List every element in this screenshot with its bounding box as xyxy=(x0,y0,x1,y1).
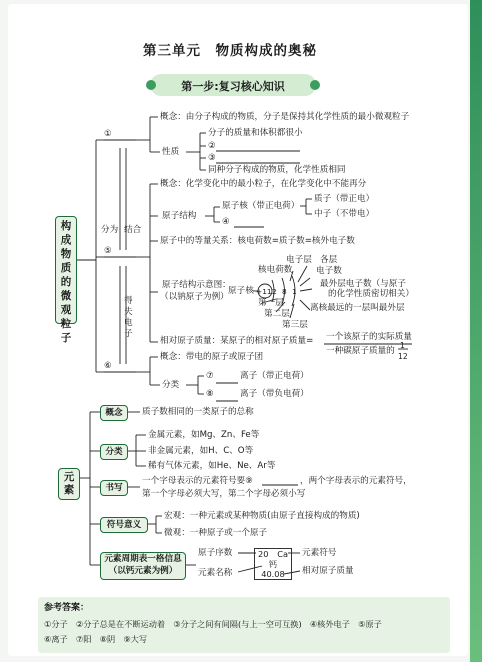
element-writing-label: 书写 xyxy=(100,480,128,496)
calcium-mass: 40.08 xyxy=(261,569,285,579)
fraction-denominator: 一种碳原子质量的 xyxy=(326,346,395,356)
page-title: 第三单元 物质构成的奥秘 xyxy=(143,43,317,59)
molecule-property-label: 性质 xyxy=(162,147,180,157)
element-concept: 质子数相同的一类原子的总称 xyxy=(142,407,254,417)
micro-particles-box: 构成物质的微观粒子 xyxy=(55,216,77,324)
cation-label: 离子（带正电荷） xyxy=(240,371,309,381)
molecule-concept: 概念：由分子构成的物质，分子是保持其化学性质的最小微观粒子 xyxy=(160,112,410,122)
calcium-name: 钙 xyxy=(268,559,278,569)
element-symbol-label: 元素符号 xyxy=(302,548,337,558)
shell-2-electrons: 8 xyxy=(282,287,287,296)
atom-structure-label: 原子结构 xyxy=(162,211,197,221)
metal-element: 金属元素，如Mg、Zn、Fe等 xyxy=(148,430,260,440)
element-class-label: 分类 xyxy=(100,444,128,460)
atom-diagram-label: 原子结构示意图： xyxy=(162,280,231,290)
layer-2-label: 第二层 xyxy=(264,309,290,319)
answers-title: 参考答案： xyxy=(44,603,90,613)
molecule-property-2: ② xyxy=(208,141,216,151)
calcium-cell xyxy=(254,548,292,580)
step-title: 第一步:复习核心知识 xyxy=(181,80,285,93)
ion-concept: 概念：带电的原子或原子团 xyxy=(160,352,264,362)
molecule-property-1: 分子的质量和体积都很小 xyxy=(208,128,303,138)
shell-1-electrons: 2 xyxy=(272,287,277,296)
ion-class-label: 分类 xyxy=(162,380,180,390)
proton-label: 质子（带正电） xyxy=(314,194,375,204)
writing-rule-1b: ，两个字母表示的元素符号， xyxy=(300,476,412,486)
answers-line-2: ⑥离子 ⑦阳 ⑧阴 ⑨大写 xyxy=(44,634,148,644)
nucleus-core-label: 原子核 xyxy=(228,286,254,296)
micro-meaning: 微观：一种原子或一个原子 xyxy=(164,528,268,538)
symbol-meaning-label: 符号意义 xyxy=(100,517,148,533)
node-7: ⑦ xyxy=(206,371,214,381)
each-layer-label: 各层 xyxy=(320,255,338,265)
electron-layer-label: 电子层 xyxy=(286,255,312,265)
fraction-small-numerator: 1 xyxy=(400,341,405,350)
neutron-label: 中子（不带电） xyxy=(314,209,375,219)
calcium-atomic-number: 20 xyxy=(258,549,269,559)
periodic-table-info-label: 元素周期表一格信息 （以钙元素为例） xyxy=(100,552,186,580)
molecule-property-4: 同种分子构成的物质，化学性质相同 xyxy=(208,165,346,175)
element-box: 元素 xyxy=(58,468,80,500)
atom-concept: 概念：化学变化中的最小粒子，在化学变化中不能再分 xyxy=(160,179,367,189)
writing-rule-1a: 一个字母表示的元素符号要⑨ xyxy=(142,476,253,486)
node-4: ④ xyxy=(222,217,230,227)
relative-mass-label: 相对原子质量：某原子的相对原子质量= xyxy=(160,336,314,346)
element-name-label: 元素名称 xyxy=(198,568,233,578)
label-deshi: 得失电子 xyxy=(124,296,133,339)
label-fenwei: 分为 xyxy=(101,225,119,235)
fraction-small-denominator: 12 xyxy=(398,352,408,361)
shell-3-electrons: 1 xyxy=(292,287,297,296)
molecule-property-3: ③ xyxy=(208,153,216,163)
atomic-number-label: 原子序数 xyxy=(198,548,233,558)
atom-diagram-example: （以钠原子为例） xyxy=(160,292,229,302)
nonmetal-element: 非金属元素，如H、C、O等 xyxy=(148,446,254,456)
outermost-layer-note: 离核最远的一层叫最外层 xyxy=(310,303,405,313)
answer-panel xyxy=(38,597,450,653)
macro-meaning: 宏观：一种元素或某种物质(由原子直接构成的物质) xyxy=(164,511,360,521)
outer-electrons-line2: 的化学性质密切相关） xyxy=(328,289,414,299)
node-8: ⑧ xyxy=(206,389,214,399)
nucleus-label: 原子核（带正电荷） xyxy=(222,201,300,211)
anion-label: 离子（带负电荷） xyxy=(240,389,309,399)
writing-rule-2: 第一个字母必须大写，第二个字母必须小写 xyxy=(142,489,306,499)
nucleus-charge: +11 xyxy=(256,287,272,296)
atom-equal-relation: 原子中的等量关系：核电荷数=质子数=核外电子数 xyxy=(160,236,355,246)
layer-1-label: 第一层 xyxy=(258,298,284,308)
label-jiehe: 结合 xyxy=(124,225,142,235)
answers-line-1: ①分子 ②分子总是在不断运动着 ③分子之间有间隔(与上一空可互换) ④核外电子 ⑤原子 xyxy=(44,619,382,629)
electron-count-label: 电子数 xyxy=(316,266,342,276)
outer-electrons-line1: 最外层电子数（与原子 xyxy=(320,279,406,289)
element-concept-label: 概念 xyxy=(100,405,128,421)
node-5: ⑤ xyxy=(104,246,112,256)
noble-gas-element: 稀有气体元素，如He、Ne、Ar等 xyxy=(148,461,276,471)
layer-3-label: 第三层 xyxy=(282,320,308,330)
calcium-symbol: Ca xyxy=(277,549,288,559)
node-1: ① xyxy=(104,129,112,139)
nuclear-charge-label: 核电荷数 xyxy=(258,265,293,275)
relative-atomic-mass-label: 相对原子质量 xyxy=(302,566,354,576)
fraction-numerator: 一个该原子的实际质量 xyxy=(326,332,412,342)
node-6: ⑥ xyxy=(104,361,112,371)
